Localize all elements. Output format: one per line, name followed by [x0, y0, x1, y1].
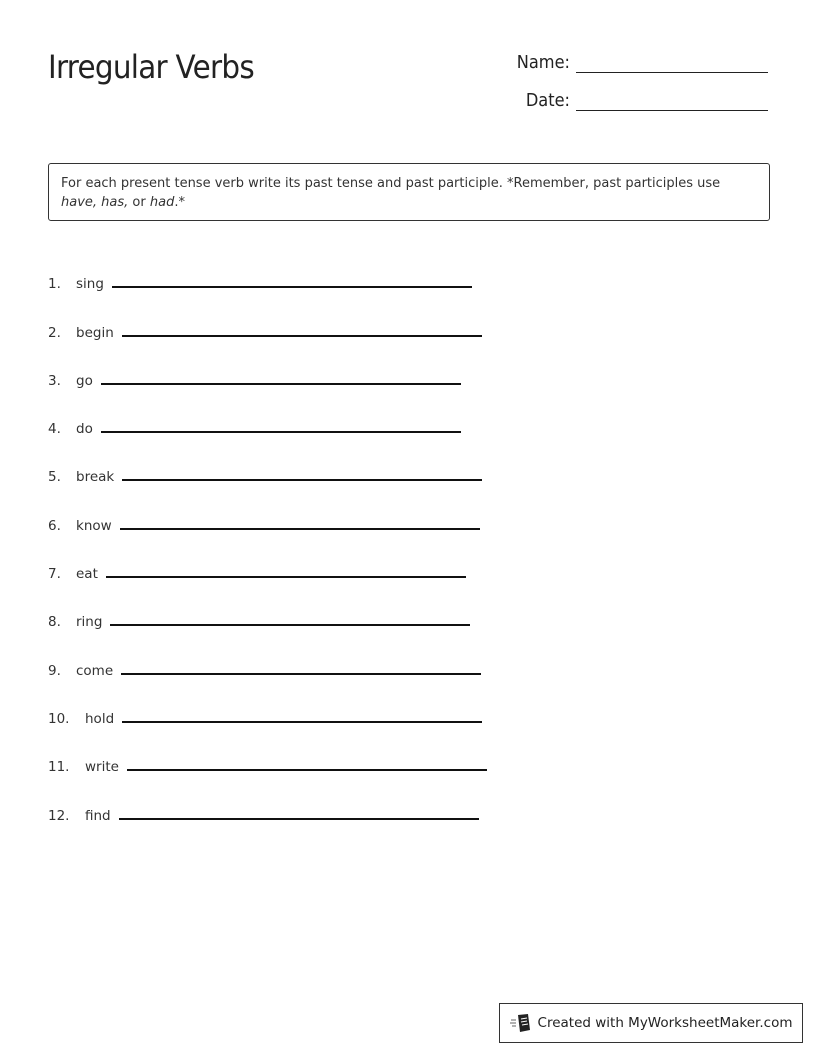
list-item: [48, 248, 528, 296]
item-verb: do: [76, 421, 93, 438]
worksheet-logo-icon: [510, 1013, 532, 1033]
answer-line[interactable]: [106, 575, 466, 578]
item-number: 10.: [48, 710, 70, 727]
list-item: [48, 586, 528, 634]
instructions-italic-have-has: have, has,: [61, 195, 129, 210]
date-blank-line[interactable]: [576, 90, 768, 111]
instructions-italic-had: had: [149, 195, 175, 210]
answer-line[interactable]: [110, 623, 470, 626]
answer-line[interactable]: [119, 817, 479, 820]
name-blank-line[interactable]: [576, 52, 768, 73]
list-item: [48, 441, 528, 489]
item-number: 3.: [48, 372, 61, 389]
list-item: [48, 731, 528, 779]
item-number: 11.: [48, 759, 70, 776]
instructions-or: or: [128, 195, 150, 210]
created-with-badge[interactable]: [499, 1003, 803, 1043]
answer-line[interactable]: [121, 672, 481, 675]
list-item: [48, 345, 528, 393]
instructions-box: [48, 163, 770, 221]
item-number: 6.: [48, 517, 61, 534]
item-number: 12.: [48, 807, 70, 824]
item-verb: eat: [76, 566, 98, 583]
item-number: 4.: [48, 421, 61, 438]
item-number: 9.: [48, 662, 61, 679]
list-item: [48, 538, 528, 586]
date-label: Date:: [525, 90, 570, 111]
list-item: [48, 489, 528, 537]
date-field: [500, 90, 768, 111]
item-verb: sing: [76, 276, 104, 293]
item-number: 2.: [48, 324, 61, 341]
name-label: Name:: [516, 52, 570, 73]
name-field: [500, 52, 768, 73]
page-title: Irregular Verbs: [48, 48, 254, 86]
item-verb: break: [76, 469, 115, 486]
item-verb: find: [85, 807, 111, 824]
list-item: [48, 296, 528, 344]
answer-line[interactable]: [127, 768, 487, 771]
answer-line[interactable]: [101, 382, 461, 385]
list-item: [48, 634, 528, 682]
list-item: [48, 779, 528, 827]
item-number: 8.: [48, 614, 61, 631]
item-number: 5.: [48, 469, 61, 486]
verb-list: [48, 248, 528, 828]
item-verb: come: [76, 662, 114, 679]
item-verb: begin: [76, 324, 114, 341]
answer-line[interactable]: [122, 478, 482, 481]
instructions-text: For each present tense verb write its past tense and past participle. *Remember, past participles use: [61, 176, 721, 191]
item-verb: hold: [85, 710, 115, 727]
list-item: [48, 393, 528, 441]
answer-line[interactable]: [112, 285, 472, 288]
item-verb: know: [76, 517, 112, 534]
item-verb: write: [85, 759, 119, 776]
answer-line[interactable]: [122, 720, 482, 723]
badge-text: Created with MyWorksheetMaker.com: [537, 1015, 793, 1031]
item-number: 1.: [48, 276, 61, 293]
answer-line[interactable]: [120, 527, 480, 530]
instructions-end: .*: [174, 195, 185, 210]
item-verb: ring: [76, 614, 103, 631]
answer-line[interactable]: [122, 334, 482, 337]
list-item: [48, 683, 528, 731]
item-verb: go: [76, 372, 93, 389]
item-number: 7.: [48, 566, 61, 583]
answer-line[interactable]: [101, 430, 461, 433]
